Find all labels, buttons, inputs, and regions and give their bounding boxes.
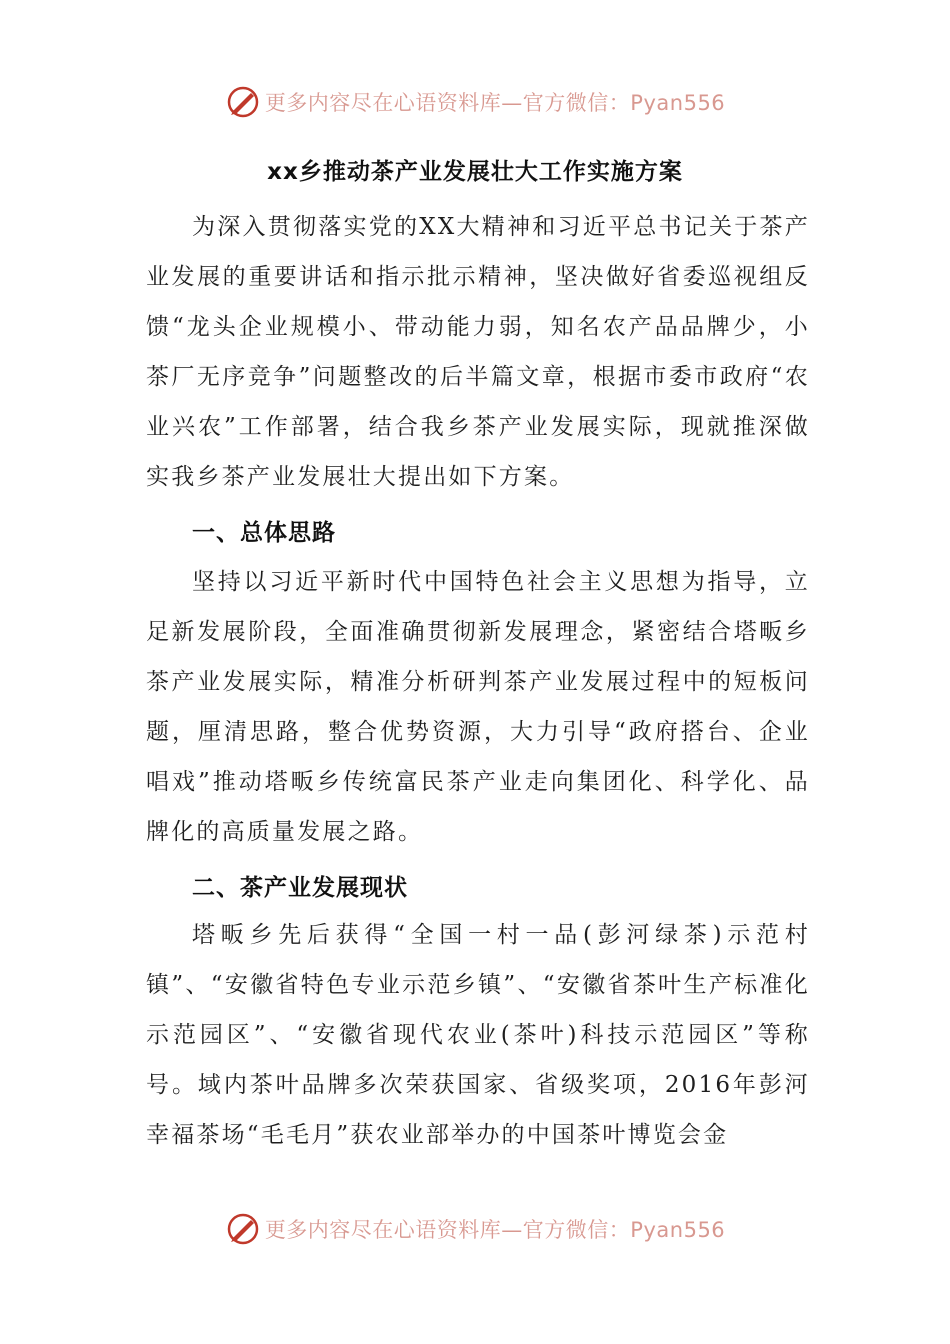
pen-seal-icon <box>225 1211 261 1247</box>
paragraph-text: 坚持以习近平新时代中国特色社会主义思想为指导，立足新发展阶段，全面准确贯彻新发展理念，紧密结合塔畈乡茶产业发展实际，精准分析研判茶产业发展过程中的短板问题，厘清思路，整合优势资源，大力引导“政府搭台、企业唱戏”推动塔畈乡传统富民茶产业走向集团化、科学化、品牌化的高质量发展之路。 <box>146 569 810 845</box>
paragraph-intro <box>146 202 810 502</box>
paragraph-overall-approach <box>146 557 810 857</box>
paragraph-text: 为深入贯彻落实党的XX大精神和习近平总书记关于茶产业发展的重要讲话和指示批示精神，坚决做好省委巡视组反馈“龙头企业规模小、带动能力弱，知名农产品品牌少，小茶厂无序竞争”问题整改的后半篇文章，根据市委市政府“农业兴农”工作部署，结合我乡茶产业发展实际，现就推深做实我乡茶产业发展壮大提出如下方案。 <box>146 214 810 490</box>
pen-seal-icon <box>225 84 261 120</box>
paragraph-current-status <box>146 910 810 1160</box>
watermark-text: 更多内容尽在心语资料库—官方微信：Pyan556 <box>264 91 726 115</box>
section-heading-current-status: 二、茶产业发展现状 <box>192 875 408 901</box>
paragraph-text: 塔畈乡先后获得“全国一村一品(彭河绿茶)示范村镇”、“安徽省特色专业示范乡镇”、“安徽省茶叶生产标准化示范园区”、“安徽省现代农业(茶叶)科技示范园区”等称号。域内茶叶品牌多次荣获国家、省级奖项，2016年彭河幸福茶场“毛毛月”获农业部举办的中国茶叶博览会金 <box>146 922 810 1148</box>
watermark-banner-top <box>0 80 950 124</box>
watermark-banner-bottom <box>0 1207 950 1251</box>
watermark-text: 更多内容尽在心语资料库—官方微信：Pyan556 <box>264 1218 726 1242</box>
section-heading-overall-approach: 一、总体思路 <box>192 520 336 546</box>
document-title: xx乡推动茶产业发展壮大工作实施方案 <box>267 159 683 185</box>
